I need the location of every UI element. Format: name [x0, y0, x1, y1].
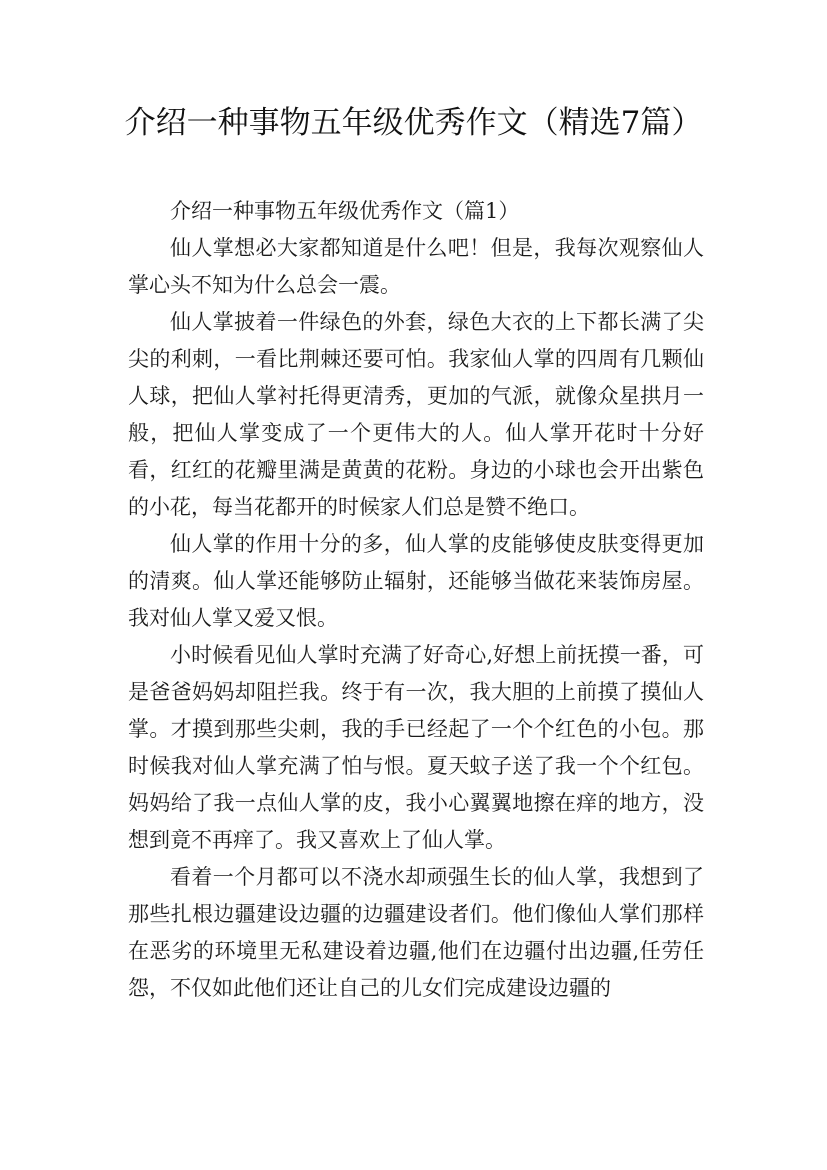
paragraph: 仙人掌想必大家都知道是什么吧！但是，我每次观察仙人掌心头不知为什么总会一震。 — [128, 236, 704, 297]
paragraph: 仙人掌披着一件绿色的外套，绿色大衣的上下都长满了尖尖的利刺，一看比荆棘还要可怕。我家仙人掌的四周有几颗仙人球，把仙人掌衬托得更清秀，更加的气派，就像众星拱月一般，把仙人掌变成了一个更伟大的人。仙人掌开花时十分好看，红红的花瓣里满是黄黄的花粉。身边的小球也会开出紫色的小花，每当花都开的时候家人们总是赞不绝口。 — [128, 310, 704, 519]
paragraph: 仙人掌的作用十分的多，仙人掌的皮能够使皮肤变得更加的清爽。仙人掌还能够防止辐射，还能够当做花来装饰房屋。我对仙人掌又爱又恨。 — [128, 532, 704, 630]
document-body — [128, 193, 704, 1007]
paragraph: 看着一个月都可以不浇水却顽强生长的仙人掌，我想到了那些扎根边疆建设边疆的边疆建设者们。他们像仙人掌们那样在恶劣的环境里无私建设着边疆,他们在边疆付出边疆,任劳任怨，不仅如此他们还让自己的儿女们完成建设边疆的 — [128, 865, 704, 1000]
document-title: 介绍一种事物五年级优秀作文（精选7篇） — [124, 105, 703, 141]
section-heading: 介绍一种事物五年级优秀作文（篇1） — [170, 199, 520, 223]
paragraph: 小时候看见仙人掌时充满了好奇心,好想上前抚摸一番，可是爸爸妈妈却阻拦我。终于有一次，我大胆的上前摸了摸仙人掌。才摸到那些尖刺，我的手已经起了一个个红色的小包。那时候我对仙人掌充满了怕与恨。夏天蚊子送了我一个个红包。妈妈给了我一点仙人掌的皮，我小心翼翼地擦在痒的地方，没想到竟不再痒了。我又喜欢上了仙人掌。 — [128, 643, 704, 852]
